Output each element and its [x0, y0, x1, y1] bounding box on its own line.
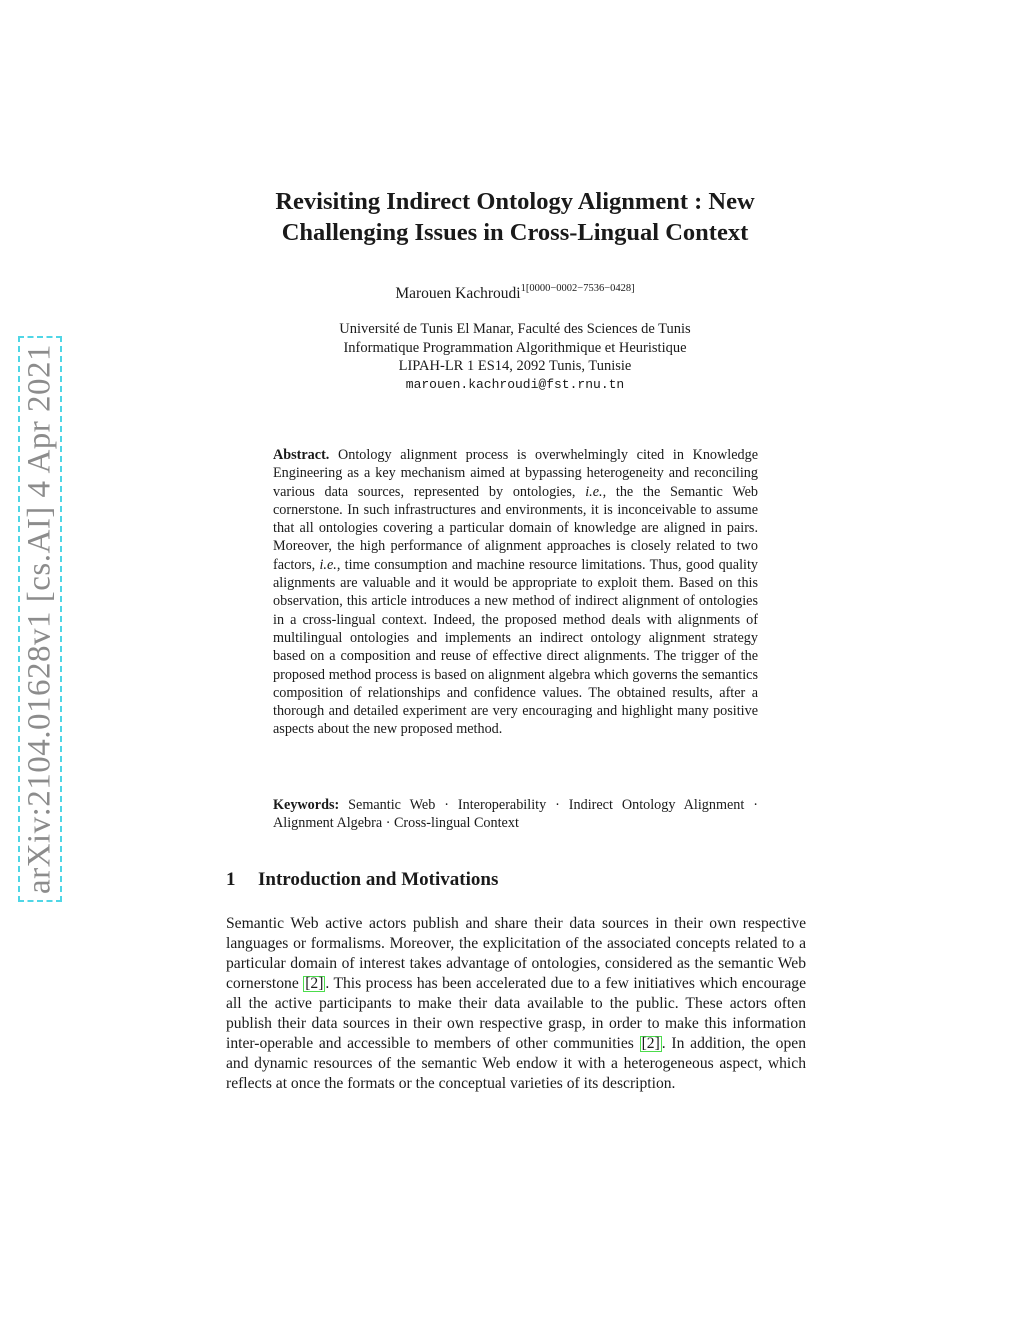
abstract-ie-2: i.e.	[319, 556, 337, 573]
abstract-text-3: , time consumption and machine resource limitations. Thus, good quality alignments are valuable and it would be appropriate to exploit them. Based on this observation, this article introduces a new method of indirect alignment of ontologies in a cross-lingual context. Indeed, the proposed method deals with alignments of multilingual ontologies and implements an indirect ontology alignment strategy based on a composition and reuse of effective direct alignments. The trigger of the proposed method process is based on alignment algebra which governs the semantics composition of relationships and confidence values. The obtained results, after a thorough and detailed experiment are very encouraging and highlight many positive aspects about the new proposed method.	[273, 556, 758, 738]
affiliation	[200, 320, 830, 394]
abstract	[273, 446, 758, 739]
intro-paragraph	[226, 914, 806, 1094]
affiliation-line-1: Université de Tunis El Manar, Faculté des Sciences de Tunis	[339, 321, 691, 337]
abstract-text-2: , the the Semantic Web cornerstone. In such infrastructures and environments, it is inconceivable to assume that all ontologies covering a particular domain of knowledge are aligned in pairs. Moreover, the high performance of alignment approaches is closely related to two factors,	[273, 483, 758, 573]
arxiv-identifier: arXiv:2104.01628v1 [cs.AI] 4 Apr 2021	[21, 343, 58, 895]
abstract-text-1: Ontology alignment process is overwhelmingly cited in Knowledge Engineering as a key mechanism aimed at bypassing heterogeneity and reconciling various data sources, represented by ontologies,	[273, 447, 758, 500]
keywords-text: Semantic Web · Interoperability · Indirect Ontology Alignment · Alignment Algebra · Cross-lingual Context	[273, 797, 758, 832]
title-line-2: Challenging Issues in Cross-Lingual Context	[281, 219, 749, 246]
section-title: Introduction and Motivations	[258, 869, 499, 890]
author-line	[200, 283, 830, 303]
author-orcid: 1[0000−0002−7536−0428]	[520, 283, 635, 294]
abstract-ie-1: i.e.	[585, 483, 603, 500]
keywords	[273, 796, 758, 833]
citation-link[interactable]: [2]	[641, 1035, 660, 1052]
title-line-1: Revisiting Indirect Ontology Alignment : New	[275, 188, 755, 215]
intro-text-1: Semantic Web active actors publish and share their data sources in their own respective languages or formalisms. Moreover, the explicitation of the associated concepts related to a particular domain of interest takes advantage of ontologies, considered as the semantic Web cornerstone	[226, 915, 806, 992]
arxiv-identifier-stamp	[18, 336, 62, 902]
section-heading	[226, 869, 498, 891]
paper-title	[200, 186, 830, 248]
affiliation-line-3: LIPAH-LR 1 ES14, 2092 Tunis, Tunisie	[398, 358, 632, 374]
author-email[interactable]: marouen.kachroudi@fst.rnu.tn	[405, 376, 625, 392]
citation-link[interactable]: [2]	[305, 975, 324, 992]
abstract-label: Abstract.	[273, 447, 330, 463]
keywords-label: Keywords:	[273, 797, 340, 813]
intro-text-3: . In addition, the open and dynamic resources of the semantic Web endow it with a heterogeneous aspect, which reflects at once the formats or the conceptual varieties of its description.	[226, 1035, 806, 1092]
author-name: Marouen Kachroudi	[395, 285, 521, 302]
affiliation-line-2: Informatique Programmation Algorithmique et Heuristique	[343, 339, 687, 356]
section-number: 1	[226, 869, 236, 890]
intro-text-2: . This process has been accelerated due to a few initiatives which encourage all the active participants to make their data available to the public. These actors often publish their data sources in their own respective grasp, in order to make this information inter-operable and accessible to members of other communities	[226, 975, 806, 1052]
